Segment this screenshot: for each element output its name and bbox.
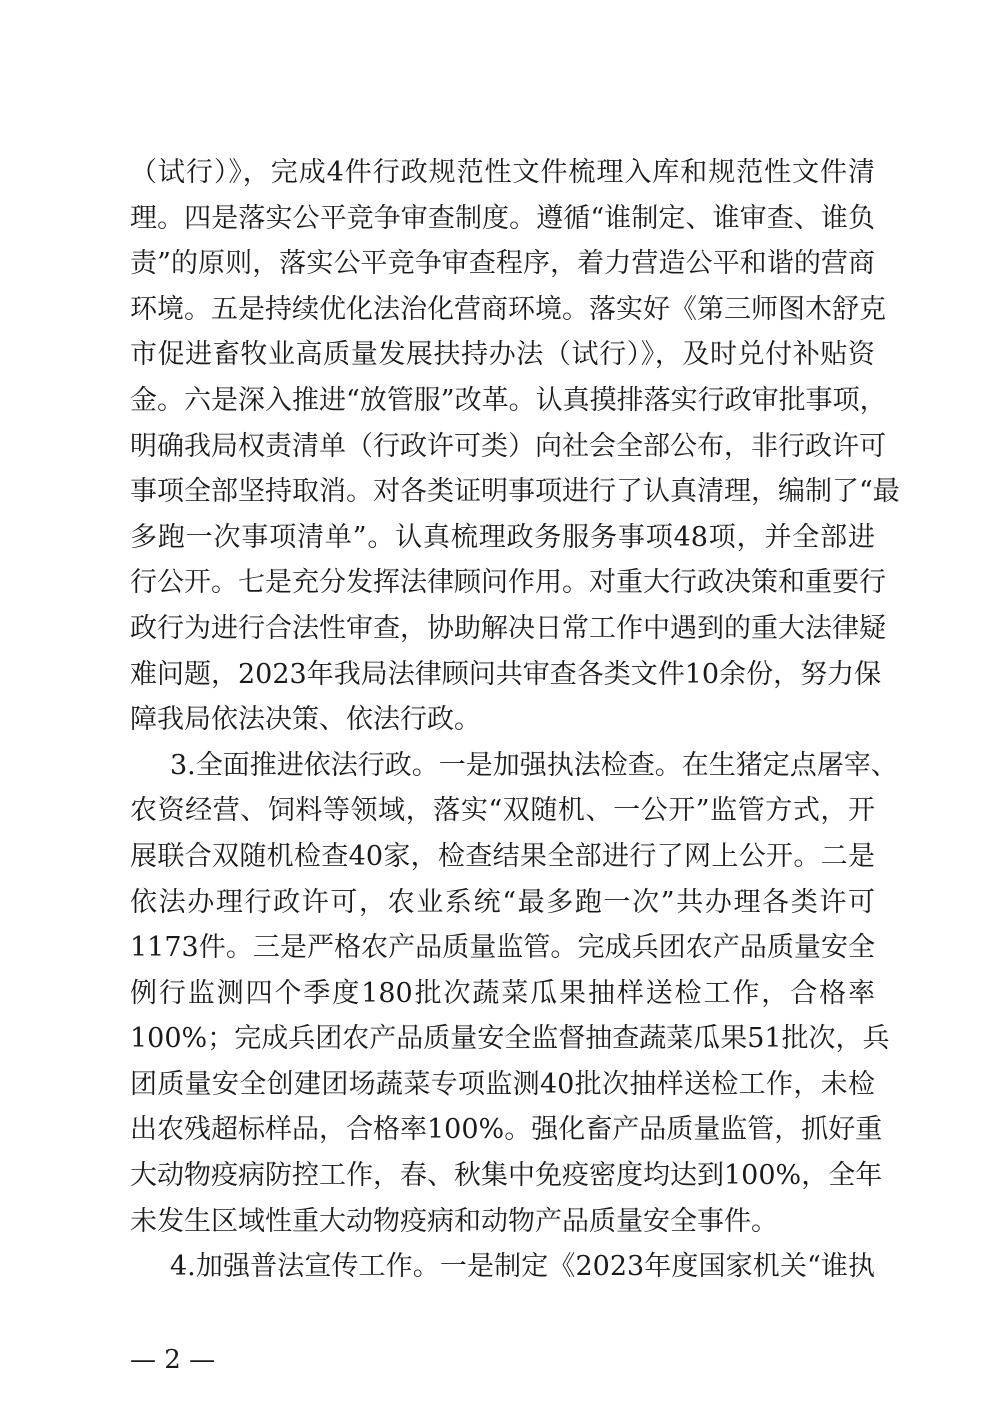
text-line: 农资经营、饲料等领域，落实“双随机、一公开”监管方式，开 <box>130 795 875 827</box>
text-line: 1173件。三是严格农产品质量监管。完成兵团农产品质量安全 <box>130 932 875 964</box>
text-line: 明确我局权责清单（行政许可类）向社会全部公布，非行政许可 <box>130 430 886 462</box>
text-line: 多跑一次事项清单”。认真梳理政务服务事项48项，并全部进 <box>130 521 875 553</box>
text-line: 团质量安全创建团场蔬菜专项监测40批次抽样送检工作，未检 <box>130 1068 875 1100</box>
text-line: 障我局依法决策、依法行政。 <box>130 704 481 736</box>
text-line: 事项全部坚持取消。对各类证明事项进行了认真清理，编制了“最 <box>130 476 900 508</box>
text-line: 行公开。七是充分发挥法律顾问作用。对重大行政决策和重要行 <box>130 567 886 599</box>
text-line: 3.全面推进依法行政。一是加强执法检查。在生猪定点屠宰、 <box>170 749 898 781</box>
text-line: 政行为进行合法性审查，协助解决日常工作中遇到的重大法律疑 <box>130 612 886 644</box>
text-line: 未发生区域性重大动物疫病和动物产品质量安全事件。 <box>130 1205 778 1237</box>
text-line: 金。六是深入推进“放管服”改革。认真摸排落实行政审批事项， <box>130 384 887 416</box>
text-line: 展联合双随机检查40家，检查结果全部进行了网上公开。二是 <box>130 840 875 872</box>
text-line: 100%；完成兵团农产品质量安全监督抽查蔬菜瓜果51批次，兵 <box>130 1023 890 1055</box>
text-line: 4.加强普法宣传工作。一是制定《2023年度国家机关“谁执 <box>170 1251 875 1283</box>
text-line: 出农残超标样品，合格率100%。强化畜产品质量监管，抓好重 <box>130 1114 883 1146</box>
text-line: 责”的原则，落实公平竞争审查程序，着力营造公平和谐的营商 <box>130 248 875 280</box>
page-number: — 2 — <box>130 1345 216 1375</box>
text-line: 市促进畜牧业高质量发展扶持办法（试行）》，及时兑付补贴资 <box>130 339 875 371</box>
text-line: 例行监测四个季度180批次蔬菜瓜果抽样送检工作，合格率 <box>130 977 875 1009</box>
text-line: 大动物疫病防控工作，春、秋集中免疫密度均达到100%，全年 <box>130 1160 883 1192</box>
text-line: 依法办理行政许可，农业系统“最多跑一次”共办理各类许可 <box>130 886 875 918</box>
text-line: （试行）》，完成4件行政规范性文件梳理入库和规范性文件清 <box>130 157 875 188</box>
body-text <box>130 150 900 1290</box>
text-line: 理。四是落实公平竞争审查制度。遵循“谁制定、谁审查、谁负 <box>130 202 875 234</box>
text-line: 难问题，2023年我局法律顾问共审查各类文件10余份，努力保 <box>130 658 882 690</box>
text-line: 环境。五是持续优化法治化营商环境。落实好《第三师图木舒克 <box>130 293 886 325</box>
